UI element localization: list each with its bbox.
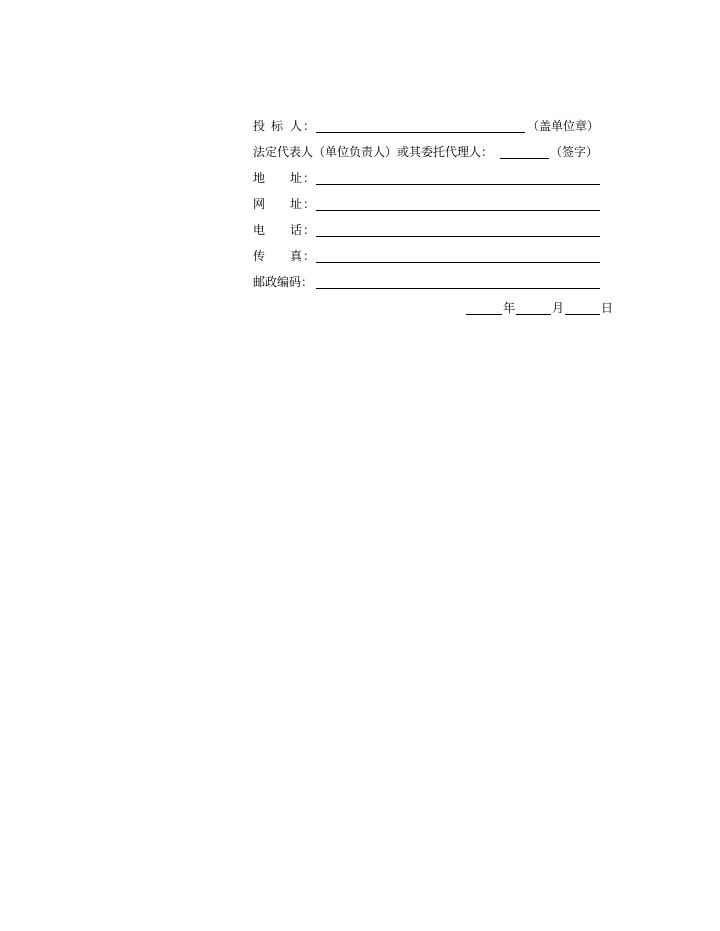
address-label-char-2: 址 xyxy=(290,171,303,185)
website-row xyxy=(253,197,633,215)
website-label-char-1: 网 xyxy=(253,197,266,211)
bidder-name-field[interactable] xyxy=(316,132,525,133)
postal-code-label: 邮政编码： xyxy=(253,275,314,289)
postal-code-row xyxy=(253,275,633,293)
fax-label-char-2: 真 xyxy=(290,249,303,263)
legal-rep-sign-note: （签字） xyxy=(550,145,599,159)
fax-label-char-1: 传 xyxy=(253,249,266,263)
year-label: 年 xyxy=(503,301,516,315)
date-row xyxy=(253,301,633,319)
bidder-label-char-1: 投 xyxy=(253,119,266,133)
bidder-row xyxy=(253,119,633,137)
month-label: 月 xyxy=(552,301,565,315)
address-label-char-1: 地 xyxy=(253,171,266,185)
day-field[interactable] xyxy=(565,314,600,315)
phone-row xyxy=(253,223,633,241)
bidder-label-char-3: 人 xyxy=(290,119,303,133)
address-label-colon: ： xyxy=(303,171,316,185)
phone-field[interactable] xyxy=(316,236,600,237)
website-field[interactable] xyxy=(316,210,600,211)
bidder-label-char-2: 标 xyxy=(271,119,284,133)
website-label-colon: ： xyxy=(303,197,316,211)
legal-rep-signature-field[interactable] xyxy=(500,158,549,159)
phone-label-char-2: 话 xyxy=(290,223,303,237)
legal-rep-label: 法定代表人（单位负责人）或其委托代理人： xyxy=(253,145,494,159)
legal-rep-row xyxy=(253,145,633,163)
website-label-char-2: 址 xyxy=(290,197,303,211)
day-label: 日 xyxy=(601,301,614,315)
fax-row xyxy=(253,249,633,267)
bidder-seal-note: （盖单位章） xyxy=(527,119,600,133)
fax-field[interactable] xyxy=(316,262,600,263)
month-field[interactable] xyxy=(516,314,551,315)
address-row xyxy=(253,171,633,189)
address-field[interactable] xyxy=(316,184,600,185)
bid-signature-form xyxy=(253,0,633,400)
fax-label-colon: ： xyxy=(303,249,316,263)
phone-label-colon: ： xyxy=(303,223,316,237)
year-field[interactable] xyxy=(466,314,502,315)
bidder-label-colon: ： xyxy=(303,119,316,133)
phone-label-char-1: 电 xyxy=(253,223,266,237)
postal-code-field[interactable] xyxy=(316,288,600,289)
